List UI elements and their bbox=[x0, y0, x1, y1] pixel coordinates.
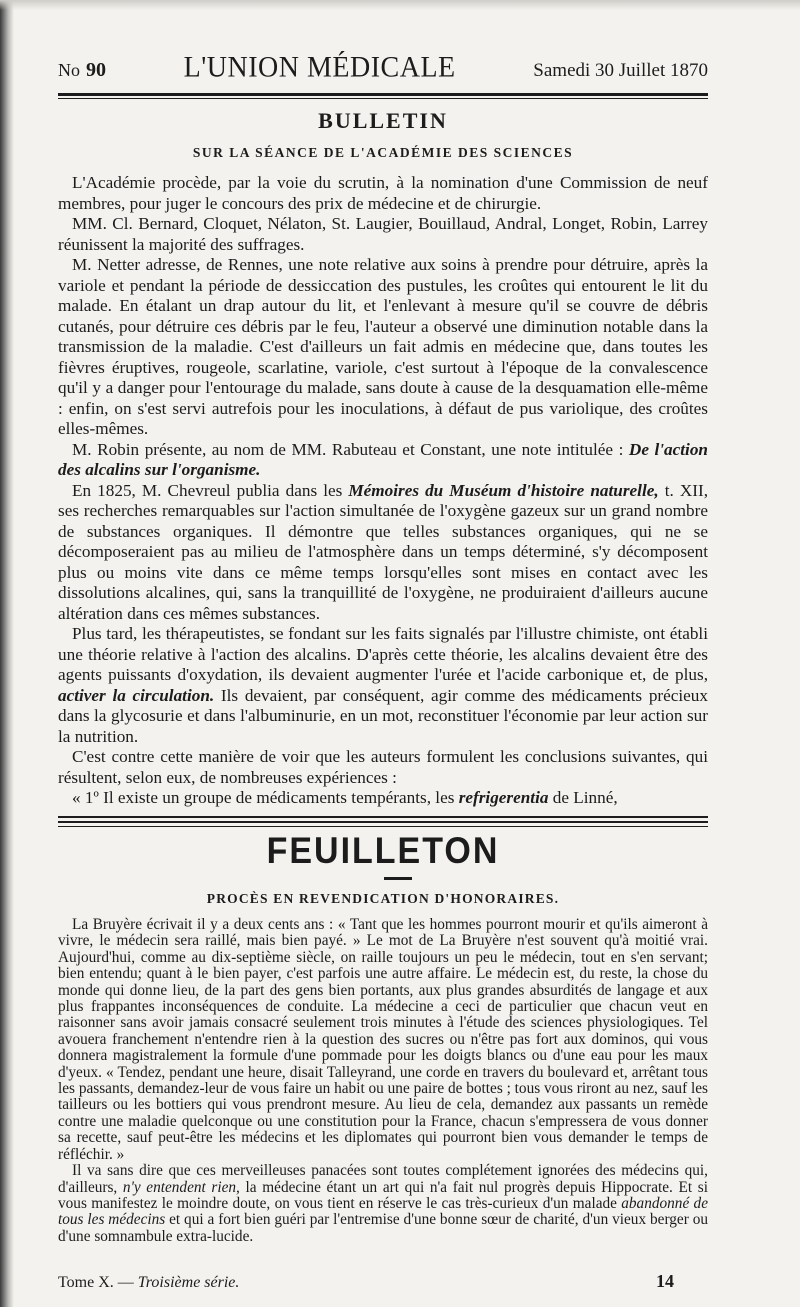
robin-note-title: De l'action des alcalins sur l'organisme. bbox=[58, 439, 708, 479]
chevreul-paragraph bbox=[58, 481, 708, 625]
feuilleton-subtitle: PROCÈS EN REVENDICATION D'HONORAIRES. bbox=[206, 891, 560, 906]
issue-number bbox=[58, 59, 106, 82]
therap-italic: activer la circulation. bbox=[58, 685, 215, 705]
section-rule-1 bbox=[58, 816, 708, 818]
feuilleton-body bbox=[58, 917, 708, 1245]
feuilleton-text-a: Il va sans dire que ces merveilleuses panacées sont toutes complétement ignorées des médecins qui, d'ailleurs, bbox=[58, 1162, 708, 1196]
bulletin-paragraph: M. Netter adresse, de Rennes, une note relative aux soins à prendre pour détruire, après la variole et pendant la période de dessiccation des pustules, les croûtes qui entourent le lit du malade. En étalant un drap autour du lit, et l'enlevant à mesure qu'il se couvre de débris cutanés, pour détruire ces débris par le feu, l'auteur a observé une diminution notable dans la transmission de la maladie. C'est d'ailleurs un fait admis en médecine que, dans toutes les fièvres éruptives, rougeole, scarlatine, variole, c'est surtout à l'époque de la convalescence qu'il y a danger pour l'entourage du malade, sans doute à cause de la desquamation elle-même : enfin, on s'est servi autrefois pour les inoculations, à défaut de pus variolique, des croûtes elles-mêmes. bbox=[58, 255, 708, 438]
robin-paragraph bbox=[58, 440, 708, 481]
volume-label: Tome X. — bbox=[58, 1274, 138, 1291]
section-rule-2 bbox=[58, 821, 708, 823]
point-text-a: « 1º Il existe un groupe de médicaments tempérants, les bbox=[72, 788, 459, 807]
page-number: 14 bbox=[656, 1271, 674, 1291]
issue-number-value: 90 bbox=[86, 59, 106, 81]
chevreul-text-a: En 1825, M. Chevreul publia dans les bbox=[72, 480, 349, 500]
feuilleton-text-b: la médecine étant un art qui n'a fait nul progrès depuis Hippocrate. Et si vous manifestez le moindre doute, on vous tient en réserve le cas très-curieux d'un malade bbox=[58, 1178, 708, 1212]
feuilleton-paragraph: La Bruyère écrivait il y a deux cents ans : « Tant que les hommes pourront mourir et qu'ils aimeront à vivre, le médecin sera raillé, mais bien payé. » Le mot de La Bruyère n'est souvent qu'à moitié vrai. Aujourd'hui, comme au dix-septième siècle, on raille toujours un peu le médecin, tout en s'en servant; bien entendu; quant à le bien payer, c'est parfois une autre affaire. Le médecin est, du reste, la chose du monde qui donne lieu, de la part des gens bien portants, aux plus grandes absurdités de langage et aux plus frappantes inconséquences de conduite. La médecine a ceci de particulier que chacun veut en raisonner sans avoir jamais consacré seulement trois minutes à l'étude des sciences physiologiques. Tel avouera franchement n'entendre rien à la question des sucres ou n'être pas fort aux dominos, qui vous donnera magistralement la formule d'une pommade pour les doigts blancs ou d'une eau pour les maux d'yeux. « Tendez, pendant une heure, disait Talleyrand, une corde en travers du boulevard et, arrêtant tous les passants, demandez-leur de vous faire un habit ou une paire de bottes ; tous vous riront au nez, sauf les tailleurs ou les bottiers qui vous prendront mesure. Au lieu de cela, demandez aux passants un remède contre une maladie quelconque ou une constitution pour la France, chacun s'empressera de vous donner sa recette, sauf peut-être les médecins et les diplomates qui pourront bien vous demander le temps de réfléchir. » bbox=[58, 916, 708, 1163]
top-edge-shadow bbox=[0, 0, 800, 10]
chevreul-text-b: t. XII, ses recherches remarquables sur l'action simultanée de l'oxygène gazeux sur un grand nombre de substances organiques. Il démontre que telles substances organiques, qui ne se décomposeraient pas au milieu de l'atmosphère dans un temps déterminé, s'y décomposent plus ou moins vite dans ce même temps lorsqu'elles sont mises en contact avec les dissolutions alcalines, qui, sans la tranquillité de l'oxygène, ne produiraient d'ailleurs aucune altération dans ces mêmes substances. bbox=[58, 480, 709, 623]
feuilleton-text-c: et qui a fort bien guéri par l'entremise d'une bonne sœur de charité, d'un vieux berger ou d'une somnambule extra-lucide. bbox=[58, 1211, 708, 1245]
page-footer bbox=[58, 1271, 708, 1292]
feuilleton-paragraph-2 bbox=[58, 1163, 708, 1245]
point-italic: refrigerentia bbox=[458, 788, 549, 807]
robin-intro: M. Robin présente, au nom de MM. Rabuteau et Constant, une note intitulée : bbox=[72, 439, 629, 459]
therap-text-a: Plus tard, les thérapeutistes, se fondant sur les faits signalés par l'illustre chimiste, ont établi une théorie relative à l'action des alcalins. D'après cette théorie, les alcalins devaient être des agents puissants d'oxydation, ils devaient augmenter l'urée et l'acide carbonique et, de plus, bbox=[58, 624, 708, 684]
bulletin-paragraph: MM. Cl. Bernard, Cloquet, Nélaton, St. Laugier, Bouillaud, Andral, Longet, Robin, Larrey réunissent la majorité des suffrages. bbox=[58, 214, 708, 254]
feuilleton-italic-1: n'y entendent rien, bbox=[122, 1178, 240, 1196]
bulletin-body bbox=[58, 173, 708, 809]
bulletin-subtitle: SUR LA SÉANCE DE L'ACADÉMIE DES SCIENCES bbox=[192, 145, 574, 160]
header-rule-thick bbox=[58, 93, 708, 96]
conclusions-paragraph: C'est contre cette manière de voir que les auteurs formulent les conclusions suivantes, qui résultent, selon eux, de nombreuses expériences : bbox=[58, 747, 708, 787]
series-label: Troisième série. bbox=[137, 1274, 240, 1291]
section-rule-3 bbox=[58, 826, 708, 827]
point-one-paragraph bbox=[58, 788, 708, 809]
point-text-b: de Linné, bbox=[548, 788, 618, 807]
header-rule-thin bbox=[58, 98, 708, 99]
bulletin-title: BULLETIN bbox=[318, 108, 448, 133]
page-header bbox=[58, 52, 708, 88]
issue-date: Samedi 30 Juillet 1870 bbox=[533, 60, 708, 81]
binding-shadow bbox=[0, 0, 14, 1307]
bulletin-paragraph: L'Académie procède, par la voie du scrutin, à la nomination d'une Commission de neuf membres, pour juger le concours des prix de médecine et de chirurgie. bbox=[58, 173, 708, 213]
journal-title: L'UNION MÉDICALE bbox=[183, 51, 456, 84]
feuilleton-italic-2: abandonné de tous les médecins bbox=[58, 1194, 708, 1229]
therapeutists-paragraph bbox=[58, 624, 708, 747]
chevreul-publication: Mémoires du Muséum d'histoire naturelle, bbox=[348, 480, 659, 500]
feuilleton-dash bbox=[384, 877, 412, 880]
therap-text-b: Ils devaient, par conséquent, agir comme des médicaments précieux dans la glycosurie et dans l'albuminurie, en un mot, reconstituer l'économie par leur action sur la nutrition. bbox=[58, 685, 708, 746]
volume-info bbox=[58, 1274, 239, 1292]
feuilleton-title: FEUILLETON bbox=[266, 830, 500, 872]
issue-number-label: No bbox=[58, 60, 80, 80]
